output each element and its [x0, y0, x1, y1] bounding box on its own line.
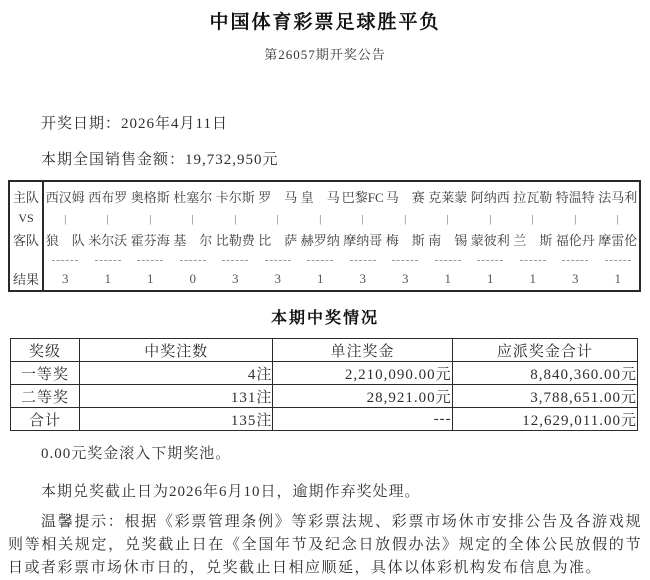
home-team: 马 赛: [385, 190, 425, 205]
dash-line: [180, 260, 206, 261]
vs-separator: |: [361, 212, 364, 225]
friendly-reminder-paragraph: 温馨提示：根据《彩票管理条例》等彩票法规、彩票市场休市安排公告及各游戏规则等相关规定，兑奖截止日在《全国年节及纪念日放假办法》规定的全体公民放假的节日或者彩票市场休市日的，兑奖截止日相应顺延，具体以体彩机构发布信息为准。: [8, 514, 642, 576]
match-result: 3: [572, 270, 579, 286]
home-team: 西汉姆: [45, 190, 85, 205]
match-column-5: [214, 182, 257, 290]
match-column-8: [342, 182, 385, 290]
dash-divider: [44, 253, 87, 267]
total-payout: 3,788,651.00元: [452, 385, 637, 408]
away-team: 梅 斯: [385, 233, 425, 248]
single-prize: 2,210,090.00元: [273, 362, 452, 385]
dash-divider: [129, 253, 172, 267]
vs-separator: |: [234, 212, 237, 225]
prize-table: [10, 338, 638, 431]
prize-level: 二等奖: [11, 385, 80, 408]
away-team: 福伦丹: [555, 233, 595, 248]
match-column-6: [257, 182, 300, 290]
dash-line: [605, 260, 631, 261]
away-team: 比 萨: [258, 233, 298, 248]
match-column-3: [129, 182, 172, 290]
dash-line: [222, 260, 248, 261]
dash-divider: [384, 253, 427, 267]
match-column-9: [384, 182, 427, 290]
away-team: 兰 斯: [513, 233, 553, 248]
col-header-total-payout: 应派奖金合计: [452, 339, 637, 362]
rollover-note: 0.00元奖金滚入下期奖池。: [41, 446, 232, 462]
match-result: 1: [317, 270, 324, 286]
vs-separator: |: [574, 212, 577, 225]
dash-line: [307, 260, 333, 261]
col-header-winner-count: 中奖注数: [80, 339, 273, 362]
prize-table-header-row: [11, 339, 638, 362]
vs-separator: |: [64, 212, 67, 225]
redemption-deadline-note: 本期兑奖截止日为2026年6月10日，逾期作弃奖处理。: [41, 484, 421, 500]
match-result: 0: [189, 270, 196, 286]
prize-level: 合计: [11, 408, 80, 431]
dash-divider: [257, 253, 300, 267]
prize-row-total: [11, 408, 638, 431]
away-team: 摩雷伦: [598, 233, 638, 248]
draw-date-value: 2026年4月11日: [121, 116, 228, 132]
total-payout: 8,840,360.00元: [452, 362, 637, 385]
match-result: 1: [487, 270, 494, 286]
home-team: 卡尔斯: [215, 190, 255, 205]
match-column-14: [597, 182, 640, 290]
draw-date-label: 开奖日期：: [41, 116, 122, 132]
dash-divider: [342, 253, 385, 267]
away-team: 基 尔: [173, 233, 213, 248]
dash-divider: [299, 253, 342, 267]
winner-count: 131注: [80, 385, 273, 408]
dash-line: [520, 260, 546, 261]
match-result: 3: [359, 270, 366, 286]
dash-divider: [87, 253, 130, 267]
match-column-10: [427, 182, 470, 290]
vs-separator: |: [319, 212, 322, 225]
home-team: 阿纳西: [470, 190, 510, 205]
match-column-12: [512, 182, 555, 290]
vs-separator: |: [276, 212, 279, 225]
home-team-row-label: 主队: [12, 190, 39, 205]
dash-divider: [597, 253, 640, 267]
match-result: 1: [614, 270, 621, 286]
vs-separator: |: [106, 212, 109, 225]
col-header-single-prize: 单注奖金: [273, 339, 452, 362]
dash-divider: [172, 253, 215, 267]
single-prize: 28,921.00元: [273, 385, 452, 408]
match-result: 1: [147, 270, 154, 286]
dash-row-spacer: [10, 253, 42, 267]
match-result: 3: [232, 270, 239, 286]
match-column-13: [554, 182, 597, 290]
total-payout: 12,629,011.00元: [452, 408, 637, 431]
away-team: 赫罗纳: [300, 233, 340, 248]
dash-line: [477, 260, 503, 261]
away-team: 南 锡: [428, 233, 468, 248]
home-team: 特温特: [555, 190, 595, 205]
match-column-2: [87, 182, 130, 290]
vs-separator: |: [446, 212, 449, 225]
home-team: 罗 马: [258, 190, 298, 205]
col-header-prize-level: 奖级: [11, 339, 80, 362]
match-table-header-column: [10, 182, 44, 290]
result-row-label: 结果: [12, 272, 39, 287]
away-team: 蒙彼利: [470, 233, 510, 248]
dash-divider: [214, 253, 257, 267]
page-subtitle: 第26057期开奖公告: [264, 47, 386, 62]
sales-amount-line: [41, 148, 650, 169]
home-team: 克莱蒙: [428, 190, 468, 205]
vs-separator: |: [489, 212, 492, 225]
dash-line: [137, 260, 163, 261]
dash-line: [52, 260, 78, 261]
vs-separator: |: [191, 212, 194, 225]
dash-divider: [554, 253, 597, 267]
dash-line: [95, 260, 121, 261]
away-team-row-label: 客队: [12, 233, 39, 248]
home-team: 奥格斯: [130, 190, 170, 205]
match-column-4: [172, 182, 215, 290]
vs-separator: |: [404, 212, 407, 225]
draw-date-line: [41, 112, 650, 133]
prize-level: 一等奖: [11, 362, 80, 385]
vs-row-label: VS: [18, 211, 34, 225]
single-prize: ---: [273, 408, 452, 431]
home-team: 皇 马: [300, 190, 340, 205]
match-column-1: [44, 182, 87, 290]
winner-count: 4注: [80, 362, 273, 385]
dash-line: [562, 260, 588, 261]
dash-line: [435, 260, 461, 261]
prize-row-first: [11, 362, 638, 385]
match-results-table: [8, 180, 641, 292]
match-result: 3: [402, 270, 409, 286]
away-team: 米尔沃: [88, 233, 128, 248]
home-team: 杜塞尔: [173, 190, 213, 205]
home-team: 拉瓦勒: [513, 190, 553, 205]
match-column-7: [299, 182, 342, 290]
dash-divider: [427, 253, 470, 267]
dash-line: [265, 260, 291, 261]
vs-separator: |: [531, 212, 534, 225]
home-team: 西布罗: [88, 190, 128, 205]
match-result: 1: [529, 270, 536, 286]
winner-count: 135注: [80, 408, 273, 431]
dash-divider: [469, 253, 512, 267]
sales-amount-label: 本期全国销售金额：: [41, 152, 186, 168]
prize-section-title: 本期中奖情况: [270, 310, 379, 327]
match-result: 3: [62, 270, 69, 286]
vs-separator: |: [149, 212, 152, 225]
match-result: 3: [274, 270, 281, 286]
prize-row-second: [11, 385, 638, 408]
match-result: 1: [444, 270, 451, 286]
dash-line: [392, 260, 418, 261]
match-result: 1: [104, 270, 111, 286]
away-team: 霍芬海: [130, 233, 170, 248]
away-team: 比勒费: [215, 233, 255, 248]
dash-line: [350, 260, 376, 261]
vs-separator: |: [616, 212, 619, 225]
match-column-11: [469, 182, 512, 290]
page-title: 中国体育彩票足球胜平负: [209, 12, 441, 33]
dash-divider: [512, 253, 555, 267]
sales-amount-value: 19,732,950元: [185, 152, 279, 168]
away-team: 狼 队: [45, 233, 85, 248]
home-team: 巴黎FC: [341, 190, 384, 205]
away-team: 摩纳哥: [343, 233, 383, 248]
home-team: 法马利: [598, 190, 638, 205]
